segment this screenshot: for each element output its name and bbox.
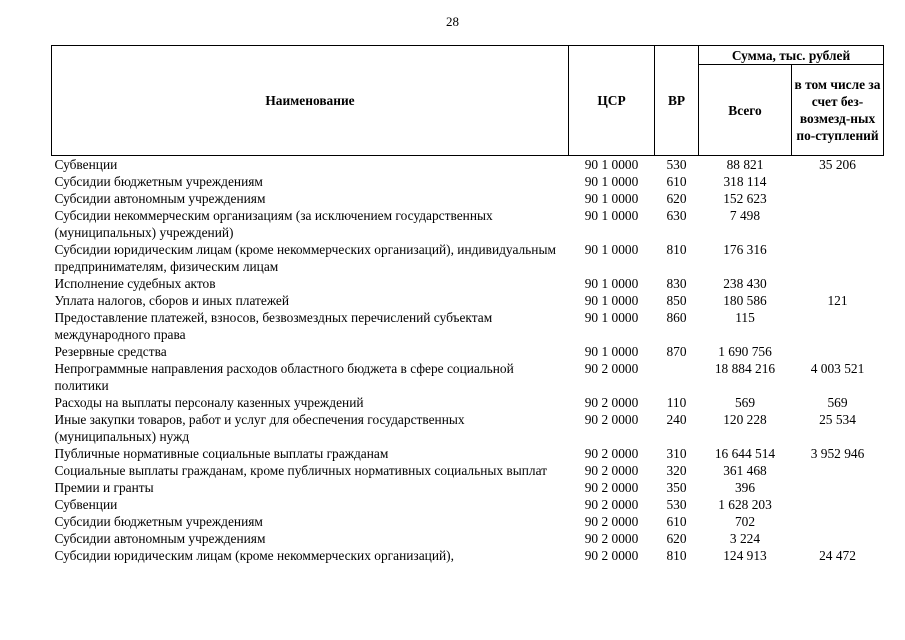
row-name: Социальные выплаты гражданам, кроме публичных нормативных социальных выплат <box>54 463 548 478</box>
table-row <box>52 479 884 496</box>
row-total: 152 623 <box>723 191 767 206</box>
row-name: Расходы на выплаты персоналу казенных учреждений <box>54 395 364 410</box>
table-row <box>52 190 884 207</box>
table-row <box>52 547 884 564</box>
row-csr: 90 2 0000 <box>584 412 639 427</box>
row-free <box>792 462 884 479</box>
row-total: 238 430 <box>723 276 767 291</box>
row-name: Резервные средства <box>54 344 167 359</box>
row-total: 318 114 <box>723 174 767 189</box>
table-body <box>52 156 884 565</box>
row-name: Субсидии автономным учреждениям <box>54 191 266 206</box>
row-csr: 90 1 0000 <box>584 157 639 172</box>
row-vr: 350 <box>666 480 687 495</box>
row-csr: 90 2 0000 <box>584 446 639 461</box>
row-name: Публичные нормативные социальные выплаты гражданам <box>54 446 389 461</box>
row-name: Субвенции <box>54 157 118 172</box>
row-name: Субсидии бюджетным учреждениям <box>54 514 263 529</box>
row-vr: 530 <box>666 157 687 172</box>
row-vr: 830 <box>666 276 687 291</box>
row-vr: 530 <box>666 497 687 512</box>
row-total: 115 <box>735 310 755 325</box>
row-name: Уплата налогов, сборов и иных платежей <box>54 293 290 308</box>
row-vr: 110 <box>666 395 687 410</box>
table-row <box>52 411 884 445</box>
row-name: Предоставление платежей, взносов, безвозмездных перечислений субъектам международного права <box>54 310 493 342</box>
row-vr: 620 <box>666 191 687 206</box>
row-vr: 870 <box>666 344 687 359</box>
row-name: Исполнение судебных актов <box>54 276 216 291</box>
row-name: Субвенции <box>54 497 118 512</box>
row-vr: 810 <box>666 242 687 257</box>
row-vr: 310 <box>666 446 687 461</box>
row-total: 702 <box>734 514 756 529</box>
row-vr: 810 <box>666 548 687 563</box>
row-csr: 90 1 0000 <box>584 242 639 257</box>
row-vr: 620 <box>666 531 687 546</box>
table-row <box>52 309 884 343</box>
row-csr: 90 2 0000 <box>584 514 639 529</box>
row-free: 569 <box>827 395 848 410</box>
header-vr: ВР <box>655 46 699 156</box>
row-free <box>792 241 884 275</box>
row-total: 1 628 203 <box>718 497 772 512</box>
table-header <box>52 46 884 156</box>
row-free: 25 534 <box>819 412 856 427</box>
row-vr: 610 <box>666 174 687 189</box>
table-row <box>52 513 884 530</box>
row-csr: 90 1 0000 <box>584 174 639 189</box>
row-name: Субсидии юридическим лицам (кроме некоммерческих организаций), <box>54 548 454 563</box>
table-row <box>52 173 884 190</box>
page-number: 28 <box>446 14 459 29</box>
table-row <box>52 530 884 547</box>
row-free <box>792 275 884 292</box>
row-name: Непрограммные направления расходов областного бюджета в сфере социальной политики <box>54 361 514 393</box>
row-free: 121 <box>827 293 848 308</box>
row-free <box>792 479 884 496</box>
row-csr: 90 2 0000 <box>584 531 639 546</box>
row-free <box>792 190 884 207</box>
table-row <box>52 207 884 241</box>
row-total: 1 690 756 <box>718 344 772 359</box>
header-sum: Сумма, тыс. рублей <box>699 46 884 65</box>
table-row <box>52 292 884 309</box>
row-free <box>792 530 884 547</box>
table-row <box>52 156 884 174</box>
row-name: Премии и гранты <box>54 480 154 495</box>
row-total: 361 468 <box>723 463 767 478</box>
header-free: в том числе за счет без-возмезд-ных по-ступлений <box>792 65 884 156</box>
row-name: Иные закупки товаров, работ и услуг для обеспечения государственных (муниципальных) нужд <box>54 412 465 444</box>
row-total: 569 <box>734 395 756 410</box>
table-row <box>52 496 884 513</box>
row-vr: 850 <box>666 293 687 308</box>
row-csr: 90 1 0000 <box>584 293 639 308</box>
row-csr: 90 2 0000 <box>584 548 639 563</box>
row-csr: 90 1 0000 <box>584 276 639 291</box>
header-name: Наименование <box>52 46 569 156</box>
row-total: 124 913 <box>723 548 767 563</box>
row-csr: 90 1 0000 <box>584 208 639 223</box>
row-total: 176 316 <box>723 242 767 257</box>
row-total: 88 821 <box>726 157 764 172</box>
row-free <box>792 496 884 513</box>
row-total: 18 884 216 <box>714 361 776 376</box>
row-csr: 90 1 0000 <box>584 344 639 359</box>
row-total: 120 228 <box>723 412 767 427</box>
table-row <box>52 343 884 360</box>
table-row <box>52 360 884 394</box>
table-row <box>52 275 884 292</box>
row-vr: 610 <box>666 514 687 529</box>
row-free <box>792 173 884 190</box>
row-csr: 90 2 0000 <box>584 361 639 376</box>
row-free: 24 472 <box>819 548 856 563</box>
budget-table <box>51 45 884 564</box>
row-name: Субсидии юридическим лицам (кроме некоммерческих организаций), индивидуальным предпринимателям, физическим лицам <box>54 242 556 274</box>
row-csr: 90 2 0000 <box>584 395 639 410</box>
row-total: 396 <box>734 480 756 495</box>
row-name: Субсидии автономным учреждениям <box>54 531 266 546</box>
row-free: 4 003 521 <box>810 361 865 376</box>
row-vr: 240 <box>666 412 687 427</box>
row-csr: 90 1 0000 <box>584 310 639 325</box>
row-free <box>792 207 884 241</box>
row-total: 16 644 514 <box>714 446 776 461</box>
row-csr: 90 2 0000 <box>584 480 639 495</box>
table-row <box>52 462 884 479</box>
row-name: Субсидии некоммерческим организациям (за исключением государственных (муниципальных) учреждений) <box>54 208 493 240</box>
row-free: 3 952 946 <box>810 446 865 461</box>
row-free <box>792 343 884 360</box>
row-vr: 630 <box>666 208 687 223</box>
row-total: 180 586 <box>723 293 767 308</box>
row-free <box>792 513 884 530</box>
row-name: Субсидии бюджетным учреждениям <box>54 174 263 189</box>
row-vr <box>655 360 699 394</box>
table-row <box>52 241 884 275</box>
row-csr: 90 2 0000 <box>584 463 639 478</box>
row-vr: 860 <box>666 310 687 325</box>
row-total: 3 224 <box>729 531 761 546</box>
table-row <box>52 394 884 411</box>
table-row <box>52 445 884 462</box>
row-vr: 320 <box>666 463 687 478</box>
header-csr: ЦСР <box>569 46 655 156</box>
row-csr: 90 1 0000 <box>584 191 639 206</box>
row-csr: 90 2 0000 <box>584 497 639 512</box>
row-free <box>792 309 884 343</box>
row-free: 35 206 <box>819 157 856 172</box>
row-total: 7 498 <box>729 208 761 223</box>
header-total: Всего <box>699 65 792 156</box>
